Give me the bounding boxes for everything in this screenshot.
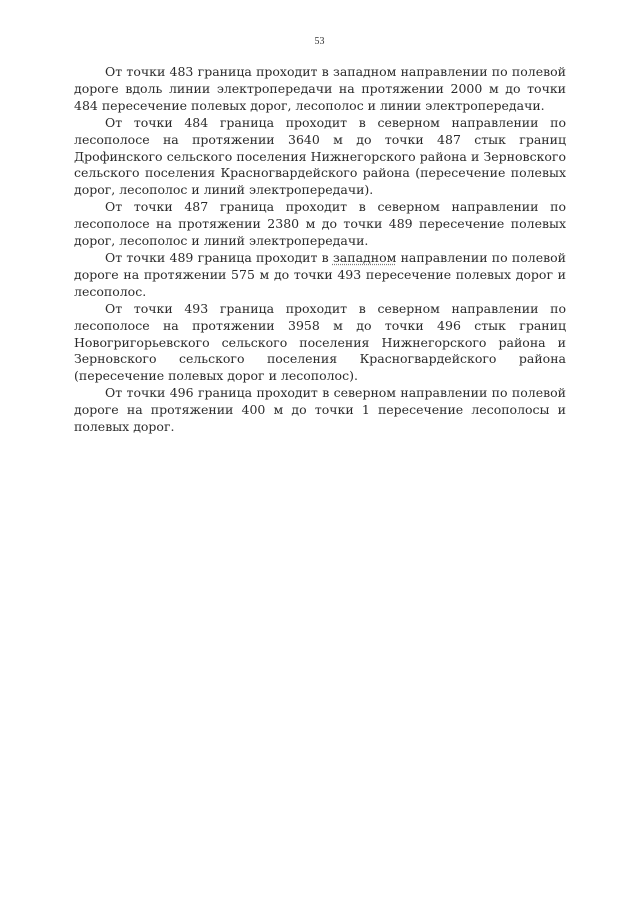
document-body xyxy=(74,64,566,436)
paragraph-1: От точки 483 граница проходит в западном направлении по полевой дороге вдоль линии электропередачи на протяжении 2000 м до точки 484 пересечение полевых дорог, лесополос и линии электропередачи. xyxy=(74,64,566,113)
paragraph-4-text-end: направлении по полевой дороге на протяжении 575 м до точки 493 пересечение полевых дорог и лесополос. xyxy=(74,249,566,299)
paragraph-4 xyxy=(74,250,566,301)
paragraph-3: От точки 487 граница проходит в северном направлении по лесополосе на протяжении 2380 м до точки 489 пересечение полевых дорог, лесополос и линий электропередачи. xyxy=(74,199,566,249)
paragraph-6: От точки 496 граница проходит в северном направлении по полевой дороге на протяжении 400 м до точки 1 пересечение лесополосы и полевых дорог. xyxy=(74,385,566,435)
paragraph-4-marked-word: западном xyxy=(332,249,397,265)
page-number: 53 xyxy=(314,36,325,47)
paragraph-2: От точки 484 граница проходит в северном направлении по лесополосе на протяжении 3640 м до точки 487 стык границ Дрофинского сельского поселения Нижнегорского района и Зерновского сельского поселения Красногвардейского района (пересечение полевых дорог, лесополос и линий электропередачи). xyxy=(74,114,566,198)
paragraph-4-text-start: От точки 489 граница проходит в xyxy=(105,249,333,265)
paragraph-5: От точки 493 граница проходит в северном направлении по лесополосе на протяжении 3958 м до точки 496 стык границ Новогригорьевского сельского поселения Нижнегорского района и Зерновского сельского поселения Красногвардейского района (пересечение полевых дорог и лесополос). xyxy=(74,300,566,384)
